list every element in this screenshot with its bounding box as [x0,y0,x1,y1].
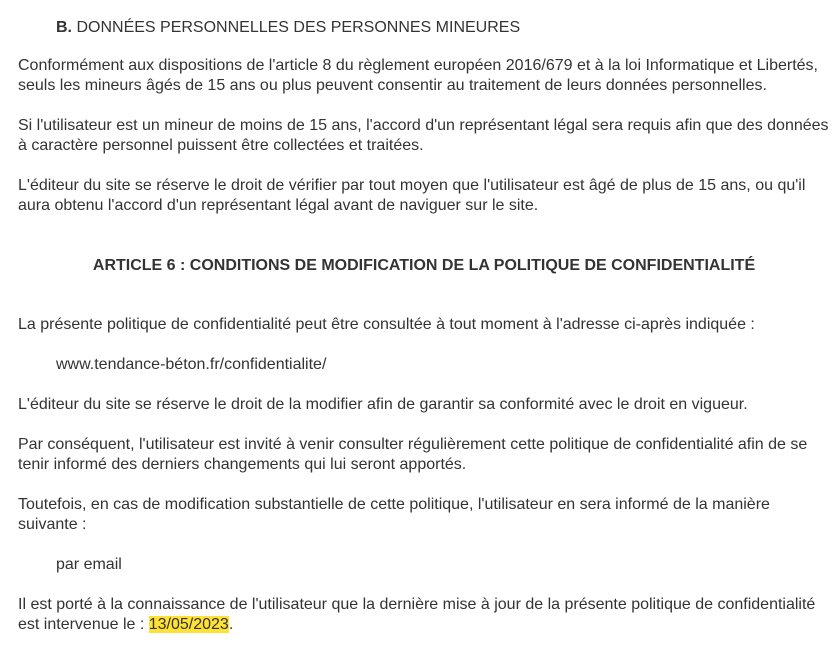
paragraph-notification: Toutefois, en cas de modification substantielle de cette politique, l'utilisateur en sera informé de la manière suivante : [18,496,770,533]
notification-method: par email [56,556,122,573]
paragraph-minors-consent: Conformément aux dispositions de l'article 8 du règlement européen 2016/679 et à la loi Informatique et Libertés, seuls les mineurs âgés de 15 ans ou plus peuvent consentir au traitement de leurs données personnelles. [18,57,818,94]
paragraph-modify-right: L'éditeur du site se réserve le droit de la modifier afin de garantir sa conformité avec le droit en vigueur. [18,396,748,413]
article-6-title: ARTICLE 6 : CONDITIONS DE MODIFICATION DE LA POLITIQUE DE CONFIDENTIALITÉ [92,257,756,274]
paragraph-last-update [18,595,830,635]
section-letter: B. [56,19,72,36]
last-update-text: Il est porté à la connaissance de l'utilisateur que la dernière mise à jour de la présente politique de confidentialité est intervenue le : [18,596,816,633]
section-heading-minors [56,18,830,38]
policy-url: www.tendance-béton.fr/confidentialite/ [56,356,327,373]
paragraph-minors-guardian: Si l'utilisateur est un mineur de moins de 15 ans, l'accord d'un représentant légal sera requis afin que des données à caractère personnel puissent être collectées et traitées. [18,117,829,154]
last-update-period: . [228,616,234,633]
section-title: DONNÉES PERSONNELLES DES PERSONNES MINEURES [76,19,521,36]
last-update-date: 13/05/2023 [148,616,229,633]
paragraph-policy-address: La présente politique de confidentialité peut être consultée à tout moment à l'adresse ci-après indiquée : [18,316,755,333]
paragraph-consult-regularly: Par conséquent, l'utilisateur est invité à venir consulter régulièrement cette politique de confidentialité afin de se tenir informé des derniers changements qui lui seront apportés. [18,436,808,473]
paragraph-minors-verification: L'éditeur du site se réserve le droit de vérifier par tout moyen que l'utilisateur est âgé de plus de 15 ans, ou qu'il aura obtenu l'accord d'un représentant légal avant de naviguer sur le site. [18,177,806,214]
policy-content [18,18,830,655]
